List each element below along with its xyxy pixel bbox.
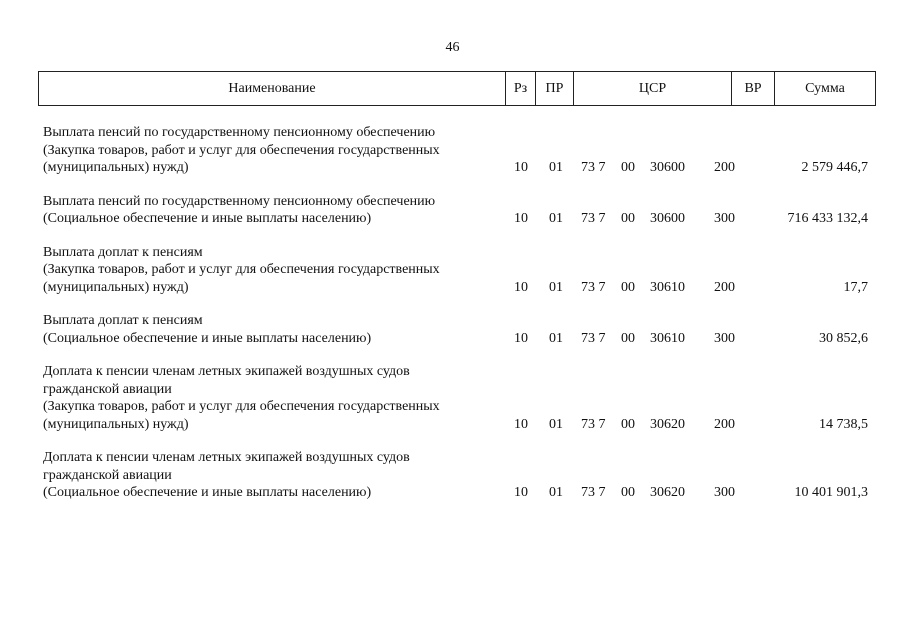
vr-value: 300 (714, 485, 735, 500)
table-row (0, 312, 905, 347)
description-line: Выплата доплат к пенсиям (43, 244, 203, 260)
row-codes (0, 484, 905, 502)
vr-value: 300 (714, 211, 735, 226)
csr-subprogram-value: 00 (621, 330, 635, 346)
description-line: (Социальное обеспечение и иные выплаты населению) (43, 211, 372, 226)
csr-direction-value: 30610 (650, 330, 685, 346)
csr-direction-value: 30620 (650, 416, 685, 432)
header-name: Наименование (39, 72, 506, 105)
csr-subprogram-value: 00 (621, 485, 635, 500)
csr-program-value: 73 7 (581, 416, 606, 432)
description-line: Доплата к пенсии членам летных экипажей воздушных судов (43, 450, 410, 465)
header-pr: ПР (536, 72, 574, 105)
description-line: (Закупка товаров, работ и услуг для обеспечения государственных (43, 399, 440, 414)
rz-value: 10 (514, 160, 528, 175)
pr-value: 01 (549, 160, 563, 175)
sum-value: 2 579 446,7 (801, 160, 868, 175)
csr-direction-value: 30610 (650, 279, 685, 295)
rz-value: 10 (514, 485, 528, 500)
row-codes (0, 330, 905, 348)
description-line: Выплата пенсий по государственному пенсионному обеспечению (43, 125, 436, 140)
table-row (0, 244, 905, 297)
header-rz: Рз (506, 72, 536, 105)
vr-value: 200 (714, 279, 735, 295)
table-row (0, 449, 905, 502)
row-codes (0, 210, 905, 228)
sum-value: 716 433 132,4 (787, 211, 868, 226)
description-line: (муниципальных) нужд) (43, 416, 189, 432)
pr-value: 01 (549, 211, 563, 226)
description-line: (Социальное обеспечение и иные выплаты населению) (43, 485, 372, 500)
csr-program-value: 73 7 (581, 485, 606, 500)
description-line: (Социальное обеспечение и иные выплаты населению) (43, 330, 372, 346)
description-line: (Закупка товаров, работ и услуг для обеспечения государственных (43, 262, 440, 277)
csr-subprogram-value: 00 (621, 211, 635, 226)
csr-subprogram-value: 00 (621, 279, 635, 295)
csr-subprogram-value: 00 (621, 160, 635, 175)
description-line: (муниципальных) нужд) (43, 279, 189, 295)
row-codes (0, 279, 905, 297)
table-row (0, 124, 905, 177)
page-number: 46 (445, 40, 460, 55)
pr-value: 01 (549, 416, 563, 432)
row-codes (0, 159, 905, 177)
sum-value: 14 738,5 (819, 416, 868, 432)
rz-value: 10 (514, 279, 528, 295)
description-line: Выплата доплат к пенсиям (43, 313, 203, 328)
description-line: (муниципальных) нужд) (43, 160, 189, 175)
vr-value: 200 (714, 416, 735, 432)
vr-value: 200 (714, 160, 735, 175)
sum-value: 10 401 901,3 (794, 485, 868, 500)
csr-program-value: 73 7 (581, 211, 606, 226)
csr-program-value: 73 7 (581, 330, 606, 346)
csr-program-value: 73 7 (581, 279, 606, 295)
row-codes (0, 416, 905, 434)
rz-value: 10 (514, 211, 528, 226)
table-body (0, 124, 905, 518)
rz-value: 10 (514, 416, 528, 432)
vr-value: 300 (714, 330, 735, 346)
csr-direction-value: 30600 (650, 160, 685, 175)
pr-value: 01 (549, 485, 563, 500)
table-row (0, 193, 905, 228)
description-line: гражданской авиации (43, 381, 172, 397)
header-vr: ВР (732, 72, 775, 105)
csr-direction-value: 30600 (650, 211, 685, 226)
header-sum: Сумма (805, 80, 845, 96)
description-line: Выплата пенсий по государственному пенсионному обеспечению (43, 193, 436, 209)
rz-value: 10 (514, 330, 528, 346)
csr-direction-value: 30620 (650, 485, 685, 500)
csr-subprogram-value: 00 (621, 416, 635, 432)
table-row (0, 363, 905, 433)
header-csr: ЦСР (574, 72, 732, 105)
description-line: гражданской авиации (43, 467, 172, 483)
sum-value: 30 852,6 (819, 330, 868, 346)
pr-value: 01 (549, 330, 563, 346)
sum-value: 17,7 (843, 279, 868, 295)
description-line: (Закупка товаров, работ и услуг для обеспечения государственных (43, 142, 440, 158)
table-header (38, 71, 876, 106)
pr-value: 01 (549, 279, 563, 295)
csr-program-value: 73 7 (581, 160, 606, 175)
description-line: Доплата к пенсии членам летных экипажей воздушных судов (43, 364, 410, 379)
